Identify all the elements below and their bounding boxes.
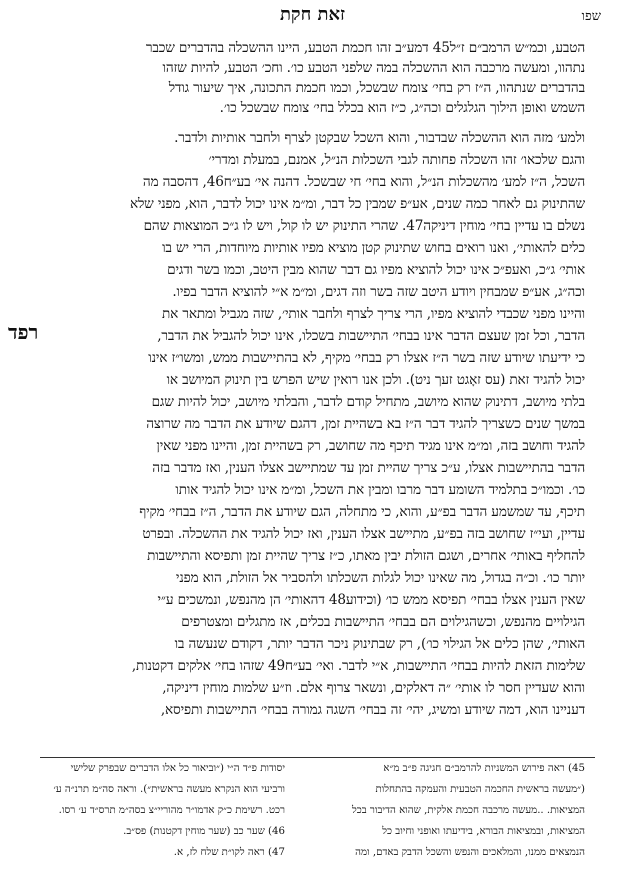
text-line: כו׳. וכמו״כ בתלמיד השומע דבר מרבו ומבין את השכל, ומ״מ אינו יכול להגיד אותו [175, 482, 585, 498]
text-line: כי ידיעתו שיודע שזה בשר ה״ז אצלו רק בבחי׳ מקיף, לא בהתיישבות ממש, ומשו״ז אינו [148, 350, 585, 366]
footnote-line: 45) ראה פירוש המשניות להרמב״ם חגיגה פ״ב מ״א [383, 763, 585, 774]
text-line: ולמע׳ מזה הוא ההשכלה שבדבור, והוא השכל שבקטן לצרף ולחבר אותיות ולדבר. [174, 130, 585, 146]
text-line: שאין הענין אצלו בבחי׳ תפיסא ממש כו׳ (וכידוע48 דהאותי׳ הן מהנפש, ונמשכים ע״י [157, 592, 585, 608]
text-line: יותר כו׳. וכ״ה בגדול, מה שאינו יכול לגלות השכלתו ולהסביר אל הזולת, הוא מפני [175, 570, 585, 586]
text-line: האותי׳, שהן כלים אל הגילוי כו׳), רק שבתינוק ניכר הדבר יותר, דקודם שנעשה בו [174, 636, 585, 652]
text-line: השכל, ה״ז למע׳ מהשכלות הנ״ל, והוא בחי׳ חי שבשכל. דהנה אי׳ בע״ח46, דהסבה מה [142, 174, 585, 190]
text-line: תיכף, עד שמשמע הדבר בפ״ע, והוא, כי מתחלה, הגם שיודע את הדבר, ה״ז בבחי׳ מקיף [139, 504, 585, 520]
footnote-line: (״מעשה בראשית החכמה הטבעית והעמקה בהתחלות [375, 784, 585, 795]
footnote-line: המציאות, ובמציאות הבורא, בידיעתו ואופני וחיוב כל [382, 826, 585, 837]
text-line: אותי׳ ג״כ, ואעפ״כ אינו יכול להוציא מפיו גם דבר שהוא מבין היטב, וכמו בשר ודגים [167, 262, 585, 278]
text-line: במשך שנים כשצריך להגיד דבר ה״ז בא בשהיית זמן, דהגם שיודע את הדבר מה שרוצה [146, 416, 585, 432]
text-line: בלתי מיושב, דתינוק שהוא מיושב, מתחיל קודם לדבר, והבלתי מיושב, יכול להיות שגם [151, 394, 585, 410]
text-line: להגיד וחושב בזה, ומ״מ אינו מגיד תיכף מה שחושב, רק בשהיית זמן, והיינו מפני שאין [156, 438, 585, 454]
text-line: הגילויים מהנפש, וכשהגילוים הם בבחי׳ התיישבות בכלים, אז מתגלים ומצטרפים [181, 614, 585, 630]
footnote-line: ורביעי הוא הנקרא מעשה בראשית״). וראה סה״מ תרנ״ה ע׳ [53, 784, 285, 795]
footnote-divider [40, 757, 595, 758]
text-line: והוא שעדיין חסר לו אותי׳ ״ה דאלקים, ונשאר צרוף אלם. וז״ע שלמות מוחין דיניקה, [162, 680, 585, 696]
running-title: זאת חקת [279, 4, 346, 25]
text-line: בהדברים שנתהוו, ה״ז רק בחי׳ צומח שבשכל, וכמו חכמת התכונה, איך שיעור גודל [168, 80, 585, 96]
text-line: נשלם בו עדיין בחי׳ מוחין דיניקה47. שהרי התינוק יש לו קול, ויש לו ג״כ המוצאות שהם [143, 218, 585, 234]
footnote-line: הנמצאים ממנו, והמלאכים והנפש והשכל הדבק באדם, ומה [355, 847, 585, 858]
text-line: השמש ואופן הילוך הגלגלים וכה״ג, כ״ז הוא בכלל בחי׳ צומח שבשכל כו׳. [219, 100, 585, 116]
text-line: עדיין, ועי״ז שחושב בזה בפ״ע, מתיישב אצלו הענין, ואז יכול להגיד את ההשכלה. ובפרט [142, 526, 585, 542]
text-line: שלימות הזאת להיות בבחי׳ התיישבות, א״י לדבר. ואי׳ בע״ח49 שזהו בחי׳ אלקים דקטנות, [131, 658, 585, 674]
text-line: הטבע, וכמ״ש הרמב״ם ז״ל45 דמע״ב זהו חכמת הטבע, היינו ההשכלה בהדברים שכבר [145, 40, 585, 56]
footnote-line: 47) ראה לקו״ת שלח לז, א. [173, 847, 285, 858]
text-line: דעניינו הוא, דמה שיודע ומשיג, יהי׳ זה בבחי׳ השגה גמורה בבחי׳ התיישבות ותפיסא, [160, 702, 585, 718]
text-line: להחליף באותי׳ אחרים, ושגם הזולת יבין מאתו, כ״ז צריך שהיית זמן ותפיסא והתיישבות [147, 548, 585, 564]
text-line: וכה״ג, אע״פ שמבחין ויודע היטב שזה בשר וזה דגים, ומ״מ א״י להוציא הדבר בפיו. [172, 284, 585, 300]
text-line: והגם שלכאו׳ זהו השכלה פחותה לגבי השכלות הנ״ל, אמנם, במעלת ומדרי׳ [208, 152, 585, 168]
page-header [0, 4, 625, 30]
text-line: יכול להגיד זאת (עס זאָגט זעך ניט). ולכן אנו רואין שיש הפרש בין תינוק המיושב או [166, 372, 585, 388]
margin-note: רפד [8, 320, 39, 344]
text-line: כלים להאותי׳, ואנו רואים בחוש שתינוק קטן מוציא מפיו אותיות מיוחדות, הרי יש בו [162, 240, 585, 256]
footnote-line: רכט. רשימת כ״ק אדמו״ר מהוריי״צ בסה״מ תרס״ד ע׳ רסו. [58, 805, 285, 816]
text-line: והיינו מפני שכבדי להוציא מפיו, הרי צריך לצרף ולחבר אותי׳, שזה מגביל ומתאר את [162, 306, 585, 322]
text-line: הדבר, וכל זמן שעצם הדבר אינו בבחי׳ התיישבות בשכלו, אינו יכול להגביל את הדבר, [157, 328, 585, 344]
text-line: הדבר בהתיישבות אצלו, ע״כ צריך שהיית זמן עד שמתיישב אצלו הענין, ואז מדבר בזה [152, 460, 585, 476]
footnote-line: 46) שער כב (שער מוחין דקטנות) פס״ב. [123, 826, 285, 837]
footnote-line: המציאות. ..מעשה מרכבה חכמת אלקית, שהוא הדיבור בכל [351, 805, 585, 816]
text-line: שהתינוק גם לאחר כמה שנים, אע״פ שמבין כל דבר, ומ״מ אינו יכול לדבר, הוא, מפני שלא [129, 196, 585, 212]
footnote-line: יסודות פ״ד ה״י (״וביאור כל אלו הדברים שבפרק שלישי [70, 763, 285, 774]
page-number: שפו [581, 9, 601, 24]
text-line: נתהוו, ומעשה מרכבה הוא ההשכלה במה שלפני הטבע כו׳. וחכ׳ הטבע, להיות שזהו [162, 60, 585, 76]
